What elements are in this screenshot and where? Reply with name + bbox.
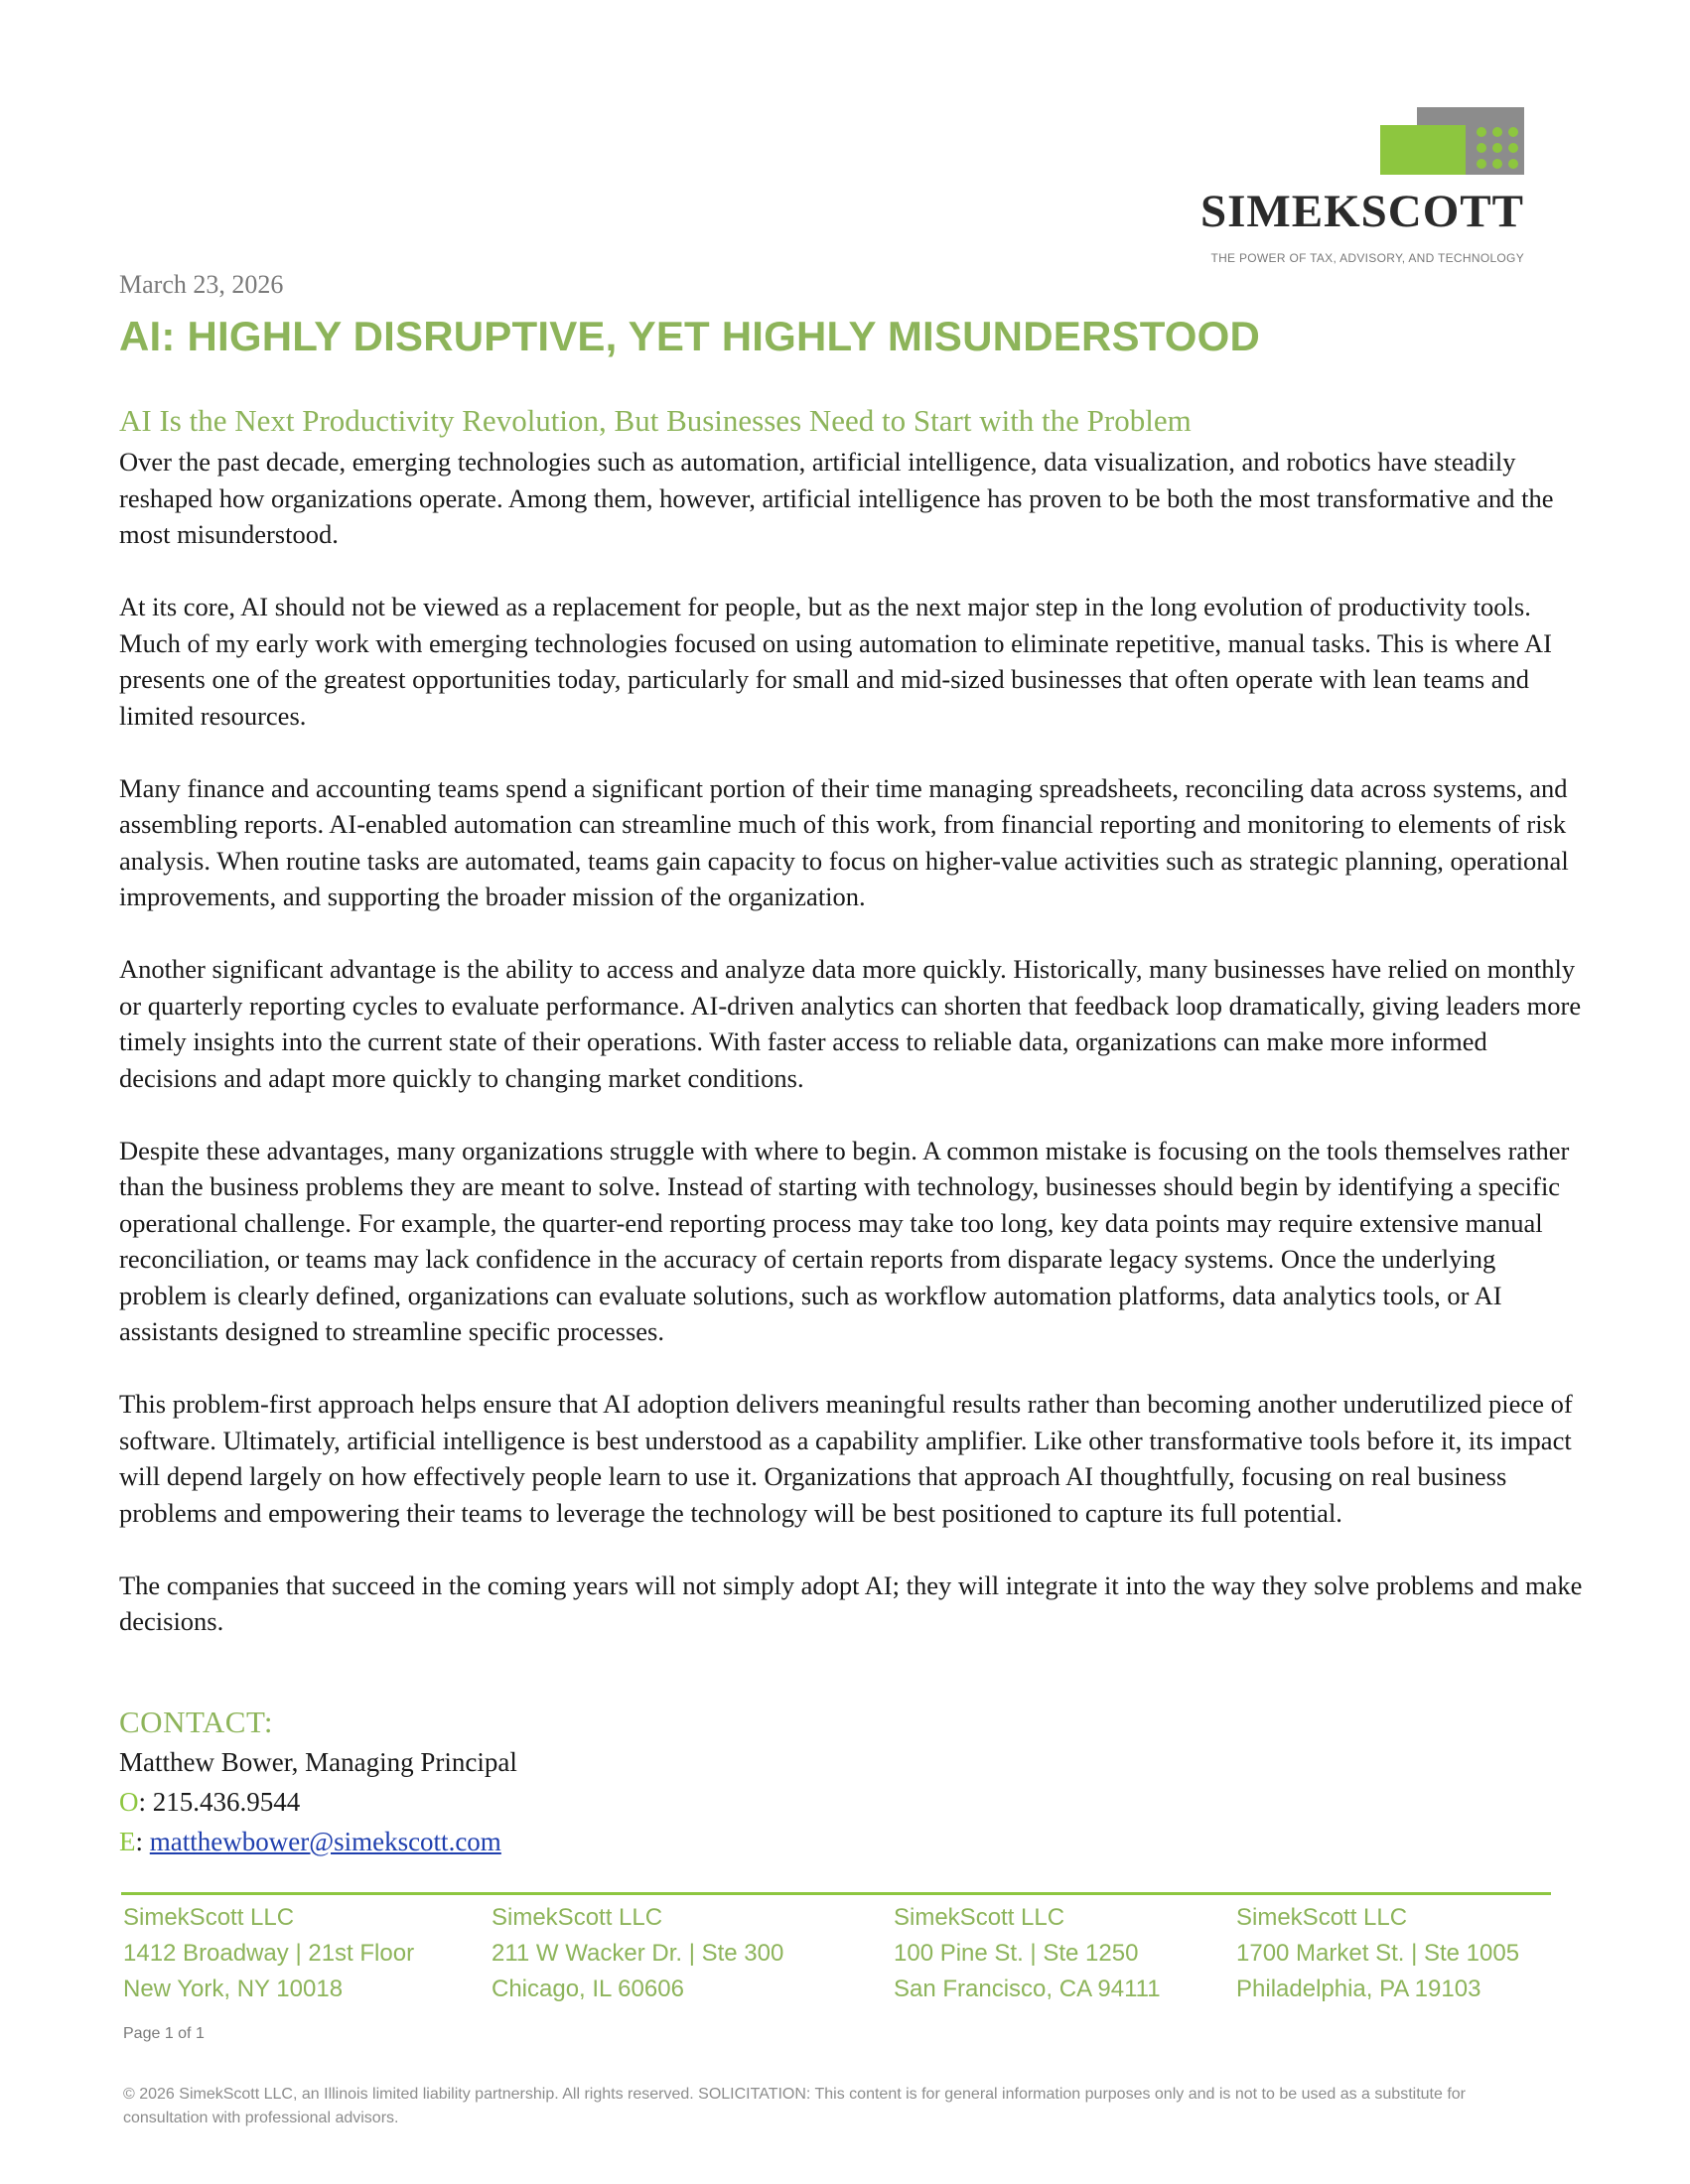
office-name: SimekScott LLC [123,1904,295,1931]
office-label: O [119,1787,139,1817]
office-city: Philadelphia, PA 19103 [1236,1976,1481,2002]
logo-tagline: THE POWER OF TAX, ADVISORY, AND TECHNOLOGY [1210,251,1524,265]
office-name: SimekScott LLC [1236,1904,1408,1931]
contact-name: Matthew Bower, Managing Principal [119,1747,517,1777]
office-philadelphia [1236,1900,1519,2007]
company-logo [1187,107,1524,266]
office-street: 1700 Market St. | Ste 1005 [1236,1940,1520,1967]
office-street: 100 Pine St. | Ste 1250 [894,1940,1139,1967]
paragraph: Many finance and accounting teams spend a significant portion of their time managing spreadsheets, reconciling data across systems, and assembling reports. AI-enabled automation can streamline much of this work, from financial reporting and monitoring to elements of risk analysis. When routine tasks are automated, teams gain capacity to focus on higher-value activities such as strategic planning, operational improvements, and supporting the broader mission of the organization. [119,772,1569,911]
page-number: Page 1 of 1 [123,2025,205,2042]
footer-divider [121,1892,1551,1895]
office-city: New York, NY 10018 [123,1976,344,2002]
logo-wordmark: SIMEKSCOTT [1199,186,1524,237]
office-new-york [123,1900,414,2007]
office-san-francisco [894,1900,1161,2007]
email-link[interactable]: matthewbower@simekscott.com [149,1827,501,1856]
office-chicago [492,1900,783,2007]
paragraph: Despite these advantages, many organizations struggle with where to begin. A common mistake is focusing on the tools themselves rather than the business problems they are meant to solve. Instead of starting with technology, businesses should begin by identifying a specific operational challenge. For example, the quarter-end reporting process may take too long, key data points may require extensive manual reconciliation, or teams may lack confidence in the accuracy of certain reports from disparate legacy systems. Once the underlying problem is clearly defined, organizations can evaluate solutions, such as workflow automation platforms, data analytics tools, or AI assistants designed to streamline specific processes. [119,1135,1570,1346]
document-subtitle: AI Is the Next Productivity Revolution, But Businesses Need to Start with the Problem [119,403,1192,438]
contact-block [119,1703,517,1861]
article-body [119,444,1589,1640]
office-city: San Francisco, CA 94111 [894,1976,1161,2002]
office-street: 211 W Wacker Dr. | Ste 300 [492,1940,784,1967]
contact-heading: CONTACT: [119,1705,273,1739]
logo-mark-icon [1380,107,1524,175]
office-street: 1412 Broadway | 21st Floor [123,1940,415,1967]
office-name: SimekScott LLC [492,1904,663,1931]
paragraph: This problem-first approach helps ensure that AI adoption delivers meaningful results rather than becoming another underutilized piece of software. Ultimately, artificial intelligence is best understood as a capability amplifier. Like other transformative tools before it, its impact will depend largely on how effectively people learn to use it. Organizations that approach AI thoughtfully, focusing on real business problems and empowering their teams to leverage the technology will be best positioned to capture its full potential. [119,1389,1573,1528]
office-city: Chicago, IL 60606 [492,1976,684,2002]
paragraph: Another significant advantage is the ability to access and analyze data more quickly. Historically, many businesses have relied on monthly or quarterly reporting cycles to evaluate performance. AI-driven analytics can shorten that feedback loop dramatically, giving leaders more timely insights into the current state of their operations. With faster access to reliable data, organizations can make more informed decisions and adapt more quickly to changing market conditions. [119,954,1582,1093]
legal-disclaimer: © 2026 SimekScott LLC, an Illinois limited liability partnership. All rights reserved. SOLICITATION: This content is for general information purposes only and is not to be used as a substitute for consultation with professional advisors. [123,2086,1466,2126]
document-title: AI: HIGHLY DISRUPTIVE, YET HIGHLY MISUNDERSTOOD [119,313,1261,359]
office-name: SimekScott LLC [894,1904,1065,1931]
paragraph: At its core, AI should not be viewed as a replacement for people, but as the next major step in the long evolution of productivity tools. Much of my early work with emerging technologies focused on using automation to eliminate repetitive, manual tasks. This is where AI presents one of the greatest opportunities today, particularly for small and mid-sized businesses that often operate with lean teams and limited resources. [119,592,1552,731]
contact-email-line: E: matthewbower@simekscott.com [119,1827,501,1856]
office-phone: 215.436.9544 [152,1787,301,1817]
document-date: March 23, 2026 [119,270,284,299]
contact-phone-line: O: 215.436.9544 [119,1787,301,1817]
paragraph: Over the past decade, emerging technologies such as automation, artificial intelligence, data visualization, and robotics have steadily reshaped how organizations operate. Among them, however, artificial intelligence has proven to be both the most transformative and the most misunderstood. [119,447,1554,549]
email-label: E [119,1827,136,1856]
paragraph: The companies that succeed in the coming years will not simply adopt AI; they will integrate it into the way they solve problems and make decisions. [119,1570,1583,1636]
